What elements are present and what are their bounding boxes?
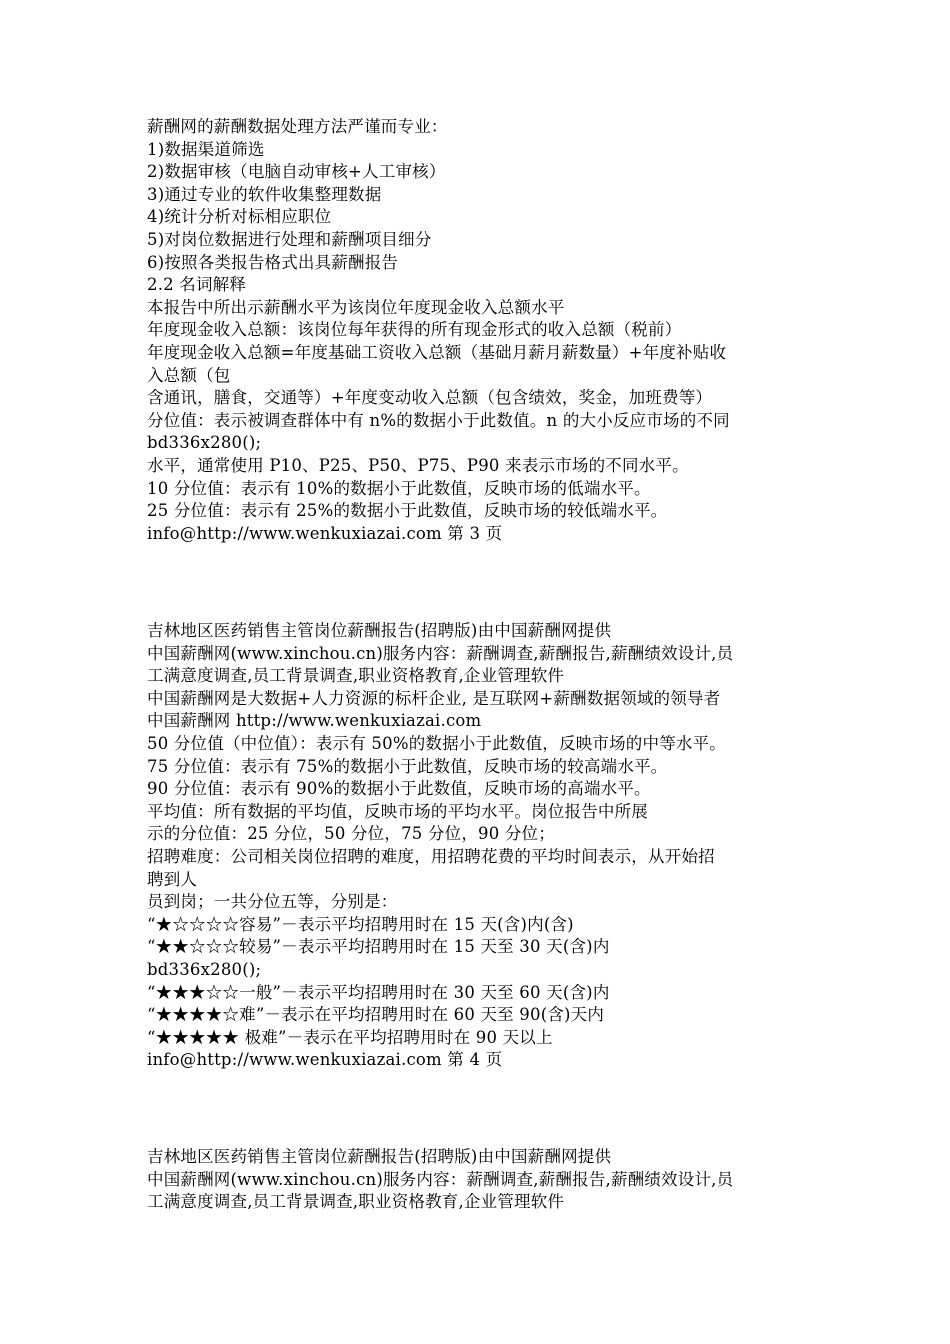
text-line: 6)按照各类报告格式出具薪酬报告: [147, 252, 399, 272]
report-title: 吉林地区医药销售主管岗位薪酬报告(招聘版)由中国薪酬网提供: [147, 1147, 612, 1166]
text-line: 3)通过专业的软件收集整理数据: [147, 184, 382, 204]
text-line: 中国薪酬网(www.xinchou.cn)服务内容：薪酬调查,薪酬报告,薪酬绩效设计,员: [147, 643, 734, 663]
text-line: 5)对岗位数据进行处理和薪酬项目细分: [147, 229, 432, 249]
text-line: 薪酬网的薪酬数据处理方法严谨而专业：: [147, 117, 448, 136]
text-line: 招聘难度：公司相关岗位招聘的难度，用招聘花费的平均时间表示，从开始招: [147, 846, 715, 866]
text-line: 工满意度调查,员工背景调查,职业资格教育,企业管理软件: [147, 1192, 565, 1212]
script-artifact-text: bd336x280();: [147, 959, 262, 979]
text-line: 中国薪酬网 http://www.wenkuxiazai.com: [147, 711, 482, 731]
section-heading: 2.2 名词解释: [147, 275, 247, 295]
text-line: 90 分位值：表示有 90%的数据小于此数值，反映市场的高端水平。: [147, 779, 651, 799]
text-line: 水平，通常使用 P10、P25、P50、P75、P90 来表示市场的不同水平。: [147, 455, 689, 475]
difficulty-rating-line: “★★★★☆难”－表示在平均招聘用时在 60 天至 90(含)天内: [147, 1005, 605, 1025]
text-line: 年度现金收入总额=年度基础工资收入总额（基础月薪月薪数量）+年度补贴收: [147, 342, 727, 362]
text-line: 分位值：表示被调查群体中有 n%的数据小于此数值。n 的大小反应市场的不同: [147, 410, 730, 430]
text-line: 入总额（包: [147, 365, 231, 385]
page-5-section: [147, 1146, 817, 1214]
text-line: 平均值：所有数据的平均值，反映市场的平均水平。岗位报告中所展: [147, 801, 648, 821]
text-line: 员到岗；一共分位五等，分别是：: [147, 892, 398, 912]
difficulty-rating-line: “★★★★★ 极难”－表示在平均招聘用时在 90 天以上: [147, 1027, 553, 1047]
text-line: 25 分位值：表示有 25%的数据小于此数值，反映市场的较低端水平。: [147, 501, 668, 521]
text-line: 中国薪酬网是大数据+人力资源的标杆企业, 是互联网+薪酬数据领域的领导者: [147, 688, 721, 708]
difficulty-rating-line: “★☆☆☆☆容易”－表示平均招聘用时在 15 天(含)内(含): [147, 914, 574, 934]
script-artifact-text: bd336x280();: [147, 433, 262, 453]
text-line: 中国薪酬网(www.xinchou.cn)服务内容：薪酬调查,薪酬报告,薪酬绩效设计,员: [147, 1169, 734, 1189]
text-line: 含通讯，膳食，交通等）+年度变动收入总额（包含绩效，奖金，加班费等）: [147, 388, 713, 408]
text-line: 本报告中所出示薪酬水平为该岗位年度现金收入总额水平: [147, 297, 565, 317]
page-3-section: [147, 116, 817, 545]
difficulty-rating-line: “★★★☆☆一般”－表示平均招聘用时在 30 天至 60 天(含)内: [147, 982, 610, 1002]
report-title: 吉林地区医药销售主管岗位薪酬报告(招聘版)由中国薪酬网提供: [147, 621, 612, 640]
text-line: 聘到人: [147, 869, 198, 889]
page-footer: info@http://www.wenkuxiazai.com 第 4 页: [147, 1050, 503, 1070]
page-4-section: [147, 620, 817, 1072]
text-line: 示的分位值：25 分位，50 分位，75 分位，90 分位；: [147, 824, 555, 844]
text-line: 75 分位值：表示有 75%的数据小于此数值，反映市场的较高端水平。: [147, 756, 668, 776]
text-line: 10 分位值：表示有 10%的数据小于此数值，反映市场的低端水平。: [147, 478, 651, 498]
text-line: 1)数据渠道筛选: [147, 139, 265, 159]
text-line: 4)统计分析对标相应职位: [147, 207, 332, 227]
difficulty-rating-line: “★★☆☆☆较易”－表示平均招聘用时在 15 天至 30 天(含)内: [147, 937, 610, 957]
text-line: 工满意度调查,员工背景调查,职业资格教育,企业管理软件: [147, 666, 565, 686]
text-line: 50 分位值（中位值）：表示有 50%的数据小于此数值，反映市场的中等水平。: [147, 733, 727, 753]
page-footer: info@http://www.wenkuxiazai.com 第 3 页: [147, 523, 503, 543]
text-line: 年度现金收入总额：该岗位每年获得的所有现金形式的收入总额（税前）: [147, 320, 682, 340]
text-line: 2)数据审核（电脑自动审核+人工审核）: [147, 162, 446, 182]
